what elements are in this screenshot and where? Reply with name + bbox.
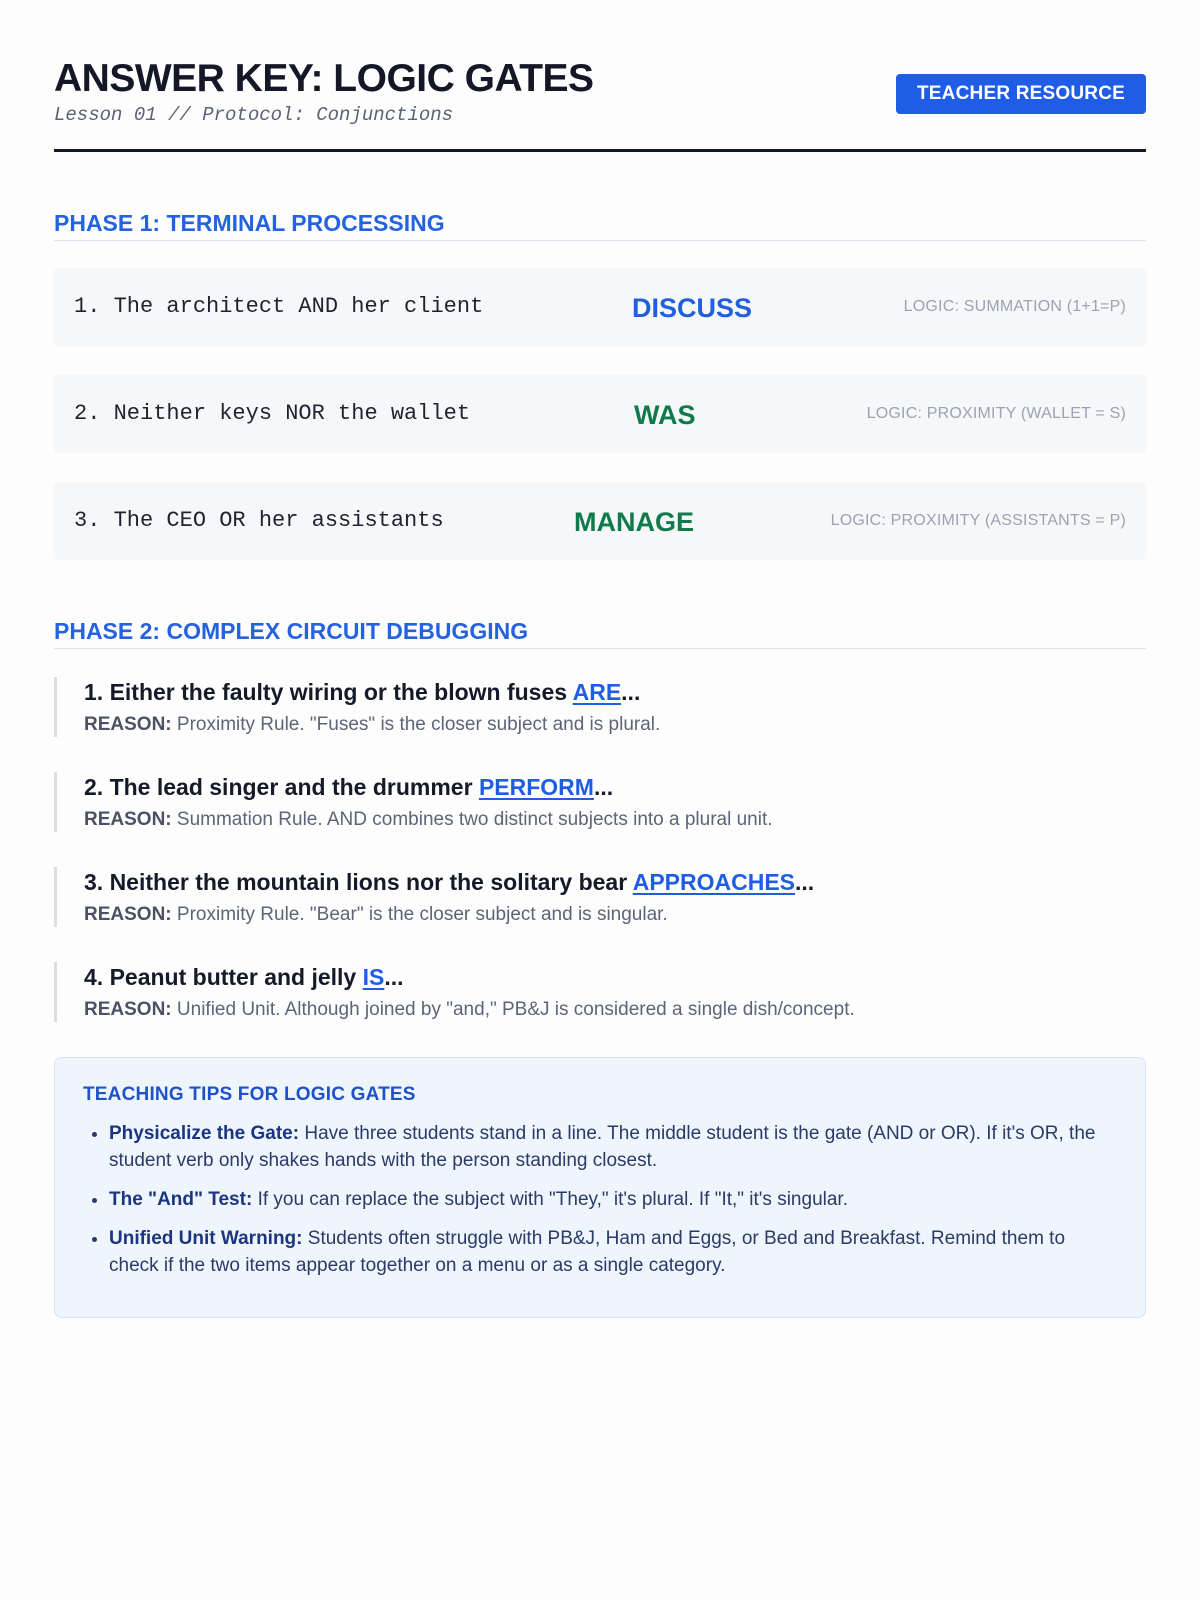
debug-item-3 [54,867,1146,927]
terminal-logic-note: LOGIC: PROXIMITY (ASSISTANTS = P) [830,512,1126,529]
debug-answer: ARE [572,679,622,705]
teaching-tips-box [54,1057,1146,1318]
phase-1-title: PHASE 1: TERMINAL PROCESSING [54,210,1146,241]
debug-item-2 [54,772,1146,832]
terminal-prompt: 2. Neither keys NOR the wallet [74,401,471,426]
terminal-answer: DISCUSS [632,293,753,323]
terminal-row-3 [54,482,1146,560]
page-header [54,0,1146,152]
phase-1-section [54,210,1146,560]
tip-item: • The "And" Test: If you can replace the subject with "They," it's plural. If "It," it's singular. [109,1186,1117,1213]
debug-answer: PERFORM [478,774,594,800]
debug-list [54,677,1146,1022]
debug-reason: REASON: Proximity Rule. "Bear" is the closer subject and is singular. [84,904,668,925]
phase-2-title: PHASE 2: COMPLEX CIRCUIT DEBUGGING [54,618,1146,649]
terminal-answer: MANAGE [574,507,694,537]
tip-item: • Unified Unit Warning: Students often struggle with PB&J, Ham and Eggs, or Bed and Breakfast. Remind them to check if the two items appear together on a menu or as a single category. [109,1225,1117,1279]
phase-2-section [54,618,1146,1022]
terminal-prompt: 1. The architect AND her client [74,294,484,319]
debug-question: 1. Either the faulty wiring or the blown fuses ARE... [84,679,641,705]
debug-item-1 [54,677,1146,737]
debug-question: 2. The lead singer and the drummer PERFORM... [84,774,614,800]
debug-answer: IS [362,964,385,990]
page-subtitle: Lesson 01 // Protocol: Conjunctions [54,104,454,126]
teaching-tips-title: TEACHING TIPS FOR LOGIC GATES [83,1084,416,1105]
terminal-row-2 [54,375,1146,453]
terminal-row-1 [54,268,1146,346]
debug-reason: REASON: Summation Rule. AND combines two distinct subjects into a plural unit. [84,809,773,830]
debug-question: 3. Neither the mountain lions nor the solitary bear APPROACHES... [84,869,815,895]
debug-question: 4. Peanut butter and jelly IS... [84,964,404,990]
teaching-tips-list [83,1120,1117,1279]
debug-item-4 [54,962,1146,1022]
debug-answer: APPROACHES [632,869,796,895]
terminal-logic-note: LOGIC: SUMMATION (1+1=P) [903,298,1126,315]
page-title: ANSWER KEY: LOGIC GATES [54,57,594,100]
terminal-prompt: 3. The CEO OR her assistants [74,508,444,533]
terminal-logic-note: LOGIC: PROXIMITY (WALLET = S) [866,405,1126,422]
terminal-list [54,268,1146,560]
debug-reason: REASON: Proximity Rule. "Fuses" is the closer subject and is plural. [84,714,661,735]
tip-item: • Physicalize the Gate: Have three students stand in a line. The middle student is the gate (AND or OR). If it's OR, the student verb only shakes hands with the person standing closest. [109,1120,1117,1174]
terminal-answer: WAS [634,400,696,430]
teacher-resource-badge: TEACHER RESOURCE [896,74,1146,114]
debug-reason: REASON: Unified Unit. Although joined by "and," PB&J is considered a single dish/concept. [84,999,855,1020]
